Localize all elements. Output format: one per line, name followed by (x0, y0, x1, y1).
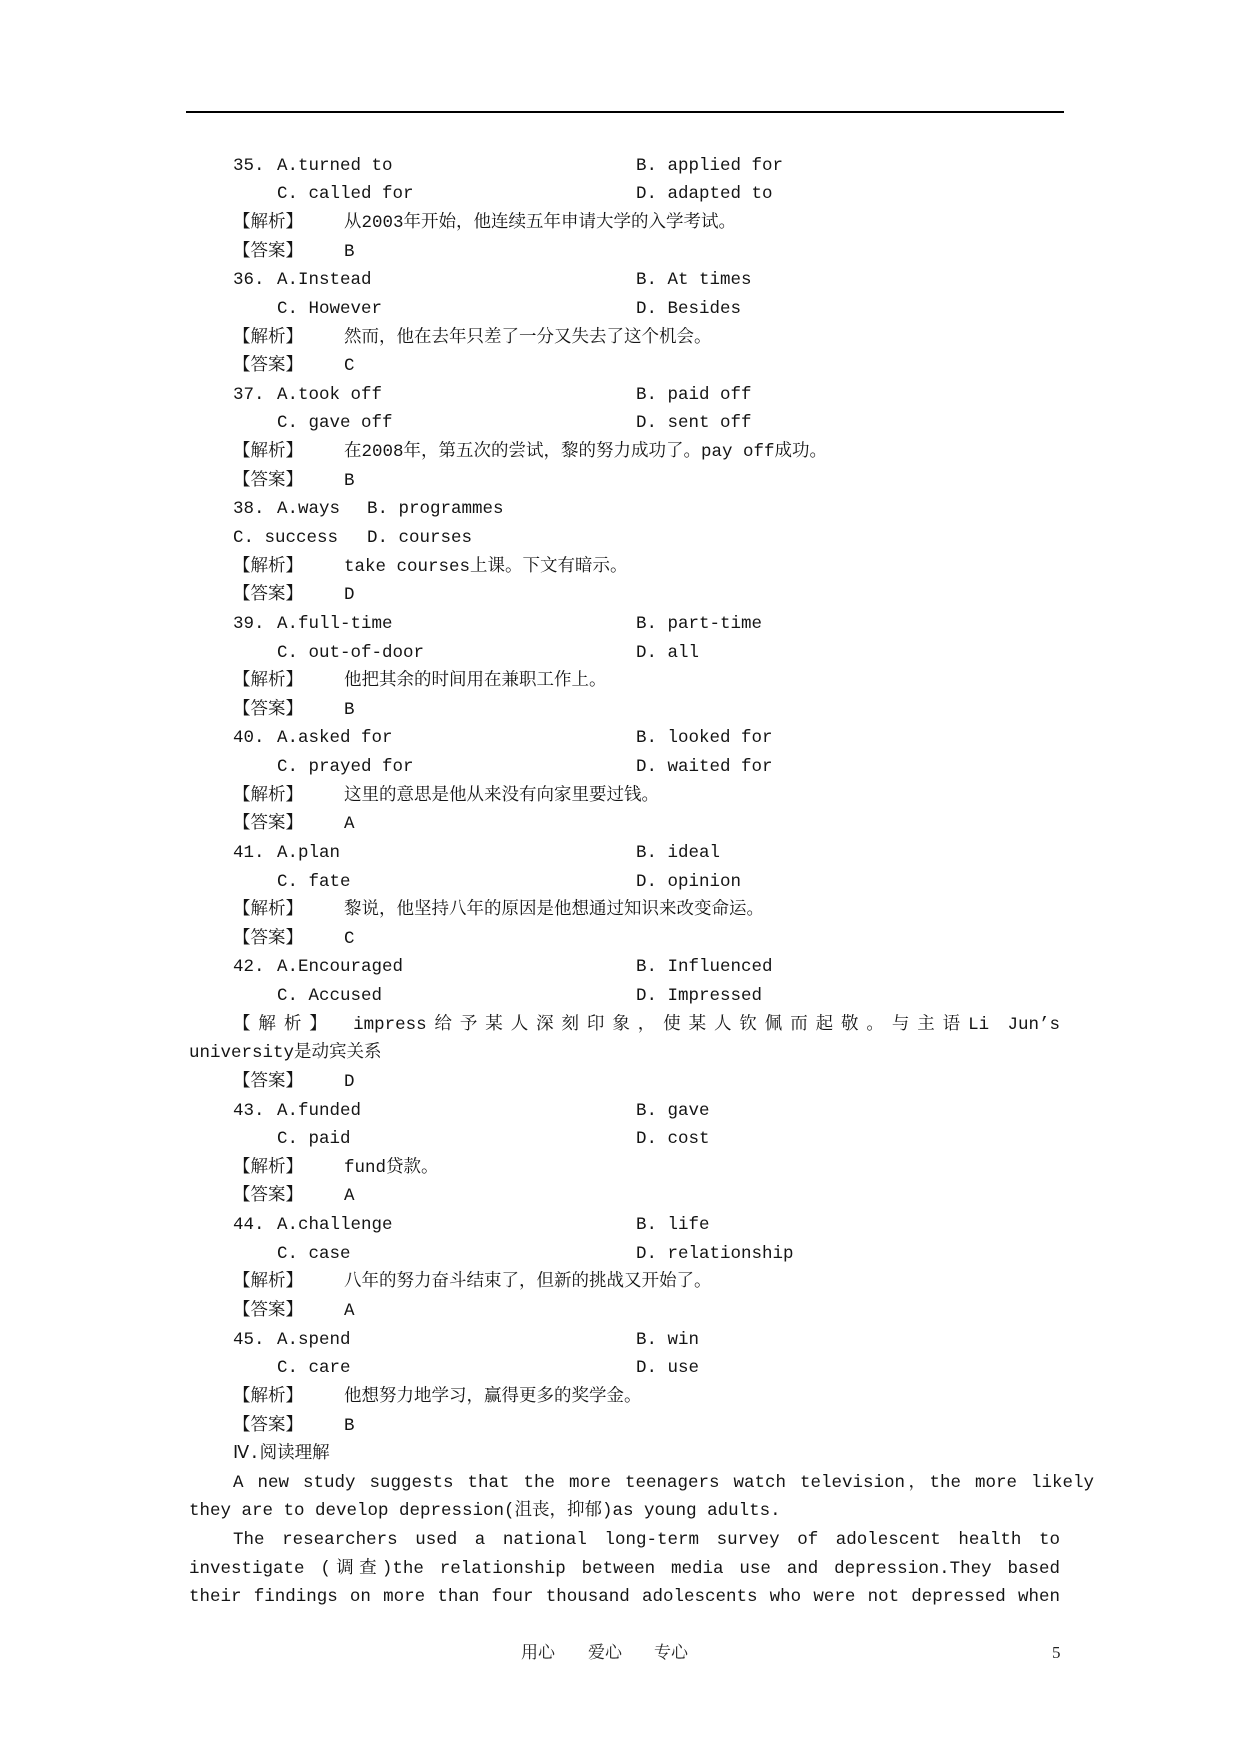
answer-value: C (344, 928, 355, 949)
option-a: A.spend (277, 1329, 351, 1350)
option-c: C. called for (277, 184, 414, 205)
option-d: D. Impressed (636, 986, 763, 1007)
answer-value: B (344, 1415, 355, 1436)
option-a: A.took off (277, 384, 383, 405)
option-c: C. prayed for (277, 757, 414, 778)
option-c: C. case (277, 1243, 351, 1264)
page-number: 5 (1052, 1643, 1061, 1662)
option-d: D. cost (636, 1129, 710, 1150)
analysis-text: impress给予某人深刻印象，使某人钦佩而起敬。与主语Li Jun’s (353, 1014, 1060, 1035)
answer-label: 【答案】 (233, 1071, 303, 1092)
option-b: B. part-time (636, 613, 763, 634)
question-number: 40. (233, 728, 265, 749)
analysis-label: 【解析】 (233, 556, 303, 577)
option-a: A.ways (277, 499, 341, 520)
question-number: 41. (233, 842, 265, 863)
analysis-label: 【解析】 (233, 671, 303, 692)
option-a: A.full-time (277, 613, 393, 634)
analysis-text: 他想努力地学习，赢得更多的奖学金。 (344, 1386, 642, 1407)
option-b: B. applied for (636, 155, 784, 176)
analysis-text: 然而，他在去年只差了一分又失去了这个机会。 (344, 327, 712, 348)
answer-value: B (344, 699, 355, 720)
question-number: 35. (233, 155, 265, 176)
question-number: 42. (233, 957, 265, 978)
answer-value: A (344, 1186, 355, 1207)
option-a: A.Encouraged (277, 957, 404, 978)
question-number: 38. (233, 499, 265, 520)
answer-value: D (344, 1071, 355, 1092)
analysis-text: fund贷款。 (344, 1157, 439, 1178)
analysis-label: 【解析】 (233, 900, 303, 921)
analysis-label: 【解析】 (233, 442, 303, 463)
analysis-text-continued: university是动宾关系 (189, 1043, 382, 1064)
answer-value: A (344, 814, 355, 835)
option-c: C. fate (277, 871, 351, 892)
answer-label: 【答案】 (233, 470, 303, 491)
footer-motto-3: 专心 (654, 1643, 688, 1662)
option-d: D. sent off (636, 413, 752, 434)
option-b: B. Influenced (636, 957, 773, 978)
option-d: D. relationship (636, 1243, 794, 1264)
section-title: Ⅳ.阅读理解 (233, 1444, 330, 1465)
answer-label: 【答案】 (233, 699, 303, 720)
option-a: A.Instead (277, 270, 372, 291)
answer-value: C (344, 356, 355, 377)
option-d: D. opinion (636, 871, 742, 892)
question-number: 37. (233, 384, 265, 405)
option-c: C. Accused (277, 986, 383, 1007)
option-a: A.plan (277, 842, 341, 863)
analysis-text: 在2008年，第五次的尝试，黎的努力成功了。pay off成功。 (344, 442, 828, 463)
option-a: A.turned to (277, 155, 393, 176)
analysis-label: 【解析】 (233, 213, 303, 234)
option-a: A.challenge (277, 1215, 393, 1236)
option-b: B. gave (636, 1100, 710, 1121)
option-b: B. programmes (367, 499, 504, 520)
analysis-text: 黎说，他坚持八年的原因是他想通过知识来改变命运。 (344, 900, 764, 921)
analysis-label: 【解析】 (233, 1157, 303, 1178)
option-c: C. However (277, 298, 383, 319)
option-b: B. looked for (636, 728, 773, 749)
option-d: D. waited for (636, 757, 773, 778)
option-b: B. paid off (636, 384, 752, 405)
option-d: D. courses (367, 527, 473, 548)
answer-value: D (344, 585, 355, 606)
footer-motto-2: 爱心 (588, 1643, 622, 1662)
analysis-text: 从2003年开始，他连续五年申请大学的入学考试。 (344, 213, 737, 234)
option-b: B. ideal (636, 842, 721, 863)
analysis-text: 八年的努力奋斗结束了，但新的挑战又开始了。 (344, 1272, 712, 1293)
answer-label: 【答案】 (233, 1415, 303, 1436)
answer-label: 【答案】 (233, 1186, 303, 1207)
analysis-text: take courses上课。下文有暗示。 (344, 556, 628, 577)
answer-value: B (344, 470, 355, 491)
analysis-text: 他把其余的时间用在兼职工作上。 (344, 671, 607, 692)
option-b: B. win (636, 1329, 700, 1350)
analysis-label: 【解析】 (233, 785, 303, 806)
option-c: C. out-of-door (277, 642, 425, 663)
option-a: A.asked for (277, 728, 393, 749)
passage-line: The researchers used a national long-term survey of adolescent health to (233, 1530, 1060, 1551)
option-a: A.funded (277, 1100, 362, 1121)
option-c: C. success (233, 527, 339, 548)
analysis-label: 【解析】 (233, 1272, 303, 1293)
analysis-text: 这里的意思是他从来没有向家里要过钱。 (344, 785, 659, 806)
option-c: C. care (277, 1358, 351, 1379)
answer-label: 【答案】 (233, 928, 303, 949)
question-number: 44. (233, 1215, 265, 1236)
answer-label: 【答案】 (233, 356, 303, 377)
option-d: D. all (636, 642, 700, 663)
analysis-line (233, 1011, 1060, 1039)
analysis-label: 【解析】 (233, 1386, 303, 1407)
option-d: D. Besides (636, 298, 742, 319)
header-rule (186, 111, 1064, 113)
option-c: C. paid (277, 1129, 351, 1150)
footer-motto-1: 用心 (521, 1643, 555, 1662)
question-number: 43. (233, 1100, 265, 1121)
analysis-label: 【解析】 (233, 1014, 335, 1035)
option-c: C. gave off (277, 413, 393, 434)
option-d: D. adapted to (636, 184, 773, 205)
answer-label: 【答案】 (233, 1301, 303, 1321)
answer-label: 【答案】 (233, 585, 303, 606)
analysis-label: 【解析】 (233, 327, 303, 348)
option-d: D. use (636, 1358, 700, 1379)
question-number: 39. (233, 613, 265, 634)
passage-line: investigate (调查)the relationship between media use and depression.They based (189, 1558, 1060, 1579)
answer-value: A (344, 1301, 355, 1321)
answer-label: 【答案】 (233, 241, 303, 262)
passage-line: they are to develop depression(沮丧，抑郁)as young adults. (189, 1501, 781, 1522)
question-number: 36. (233, 270, 265, 291)
question-number: 45. (233, 1329, 265, 1350)
passage-line: A new study suggests that the more teenagers watch television，the more likely (233, 1472, 1094, 1493)
answer-value: B (344, 241, 355, 262)
passage-line: their findings on more than four thousand adolescents who were not depressed when (189, 1587, 1060, 1608)
option-b: B. life (636, 1215, 710, 1236)
answer-label: 【答案】 (233, 814, 303, 835)
option-b: B. At times (636, 270, 752, 291)
